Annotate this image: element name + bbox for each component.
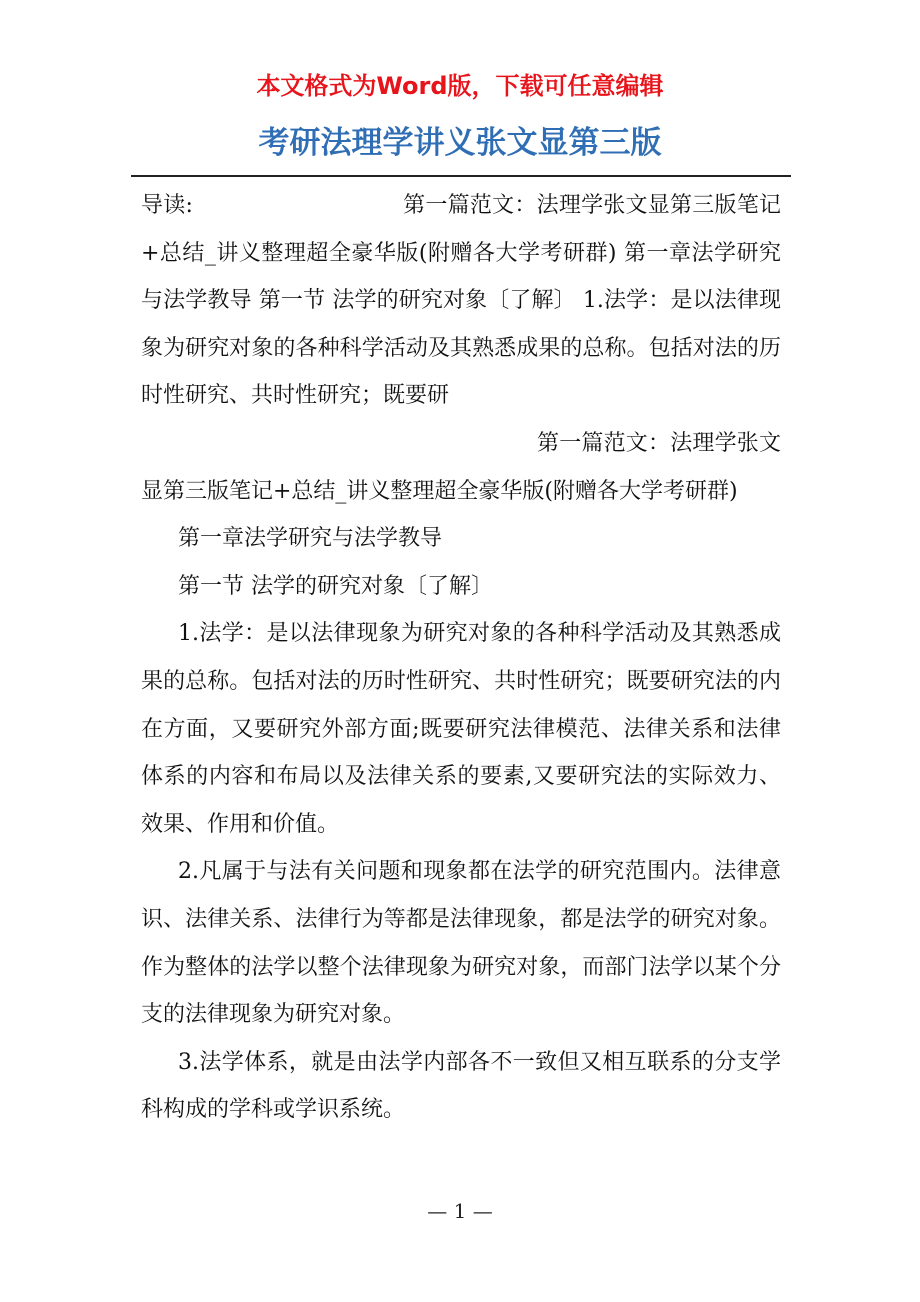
paragraph-1: 1.法学：是以法律现象为研究对象的各种科学活动及其熟悉成果的总称。包括对法的历时性研究、共时性研究；既要研究法的内在方面，又要研究外部方面;既要研究法律模范、法律关系和法律体系的内容和布局以及法律关系的要素,又要研究法的实际效力、效果、作用和价值。 — [141, 621, 781, 837]
format-banner: 本文格式为Word版，下载可任意编辑 — [256, 72, 664, 100]
paragraph-2: 2.凡属于与法有关问题和现象都在法学的研究范围内。法律意识、法律关系、法律行为等都是法律现象，都是法学的研究对象。作为整体的法学以整个法律现象为研究对象，而部门法学以某个分支的法律现象为研究对象。 — [141, 859, 781, 1028]
page-number: — 1 — — [427, 1199, 493, 1223]
paragraph-3: 3.法学体系，就是由法学内部各不一致但又相互联系的分支学科构成的学科或学识系统。 — [141, 1049, 781, 1123]
intro-paragraph — [141, 182, 781, 420]
document-title: 考研法理学讲义张文显第三版 — [258, 125, 662, 161]
document-body — [141, 182, 781, 1134]
chapter-heading: 第一章法学研究与法学教导 — [178, 526, 443, 552]
intro-label: 导读: — [141, 193, 193, 218]
section-heading: 第一节 法学的研究对象〔了解〕 — [178, 573, 493, 599]
title-divider — [131, 175, 791, 177]
fanwen-heading: 第一篇范文：法理学张文显第三版笔记+总结_讲义整理超全豪华版(附赠各大学考研群) — [141, 430, 781, 504]
intro-text: 第一篇范文：法理学张文显第三版笔记+总结_讲义整理超全豪华版(附赠各大学考研群) 第一章法学研究与法学教导 第一节 法学的研究对象〔了解〕 1.法学：是以法律现象为研究对象的各种科学活动及其熟悉成果的总称。包括对法的历时性研究、共时性研究；既要研 — [141, 193, 781, 409]
